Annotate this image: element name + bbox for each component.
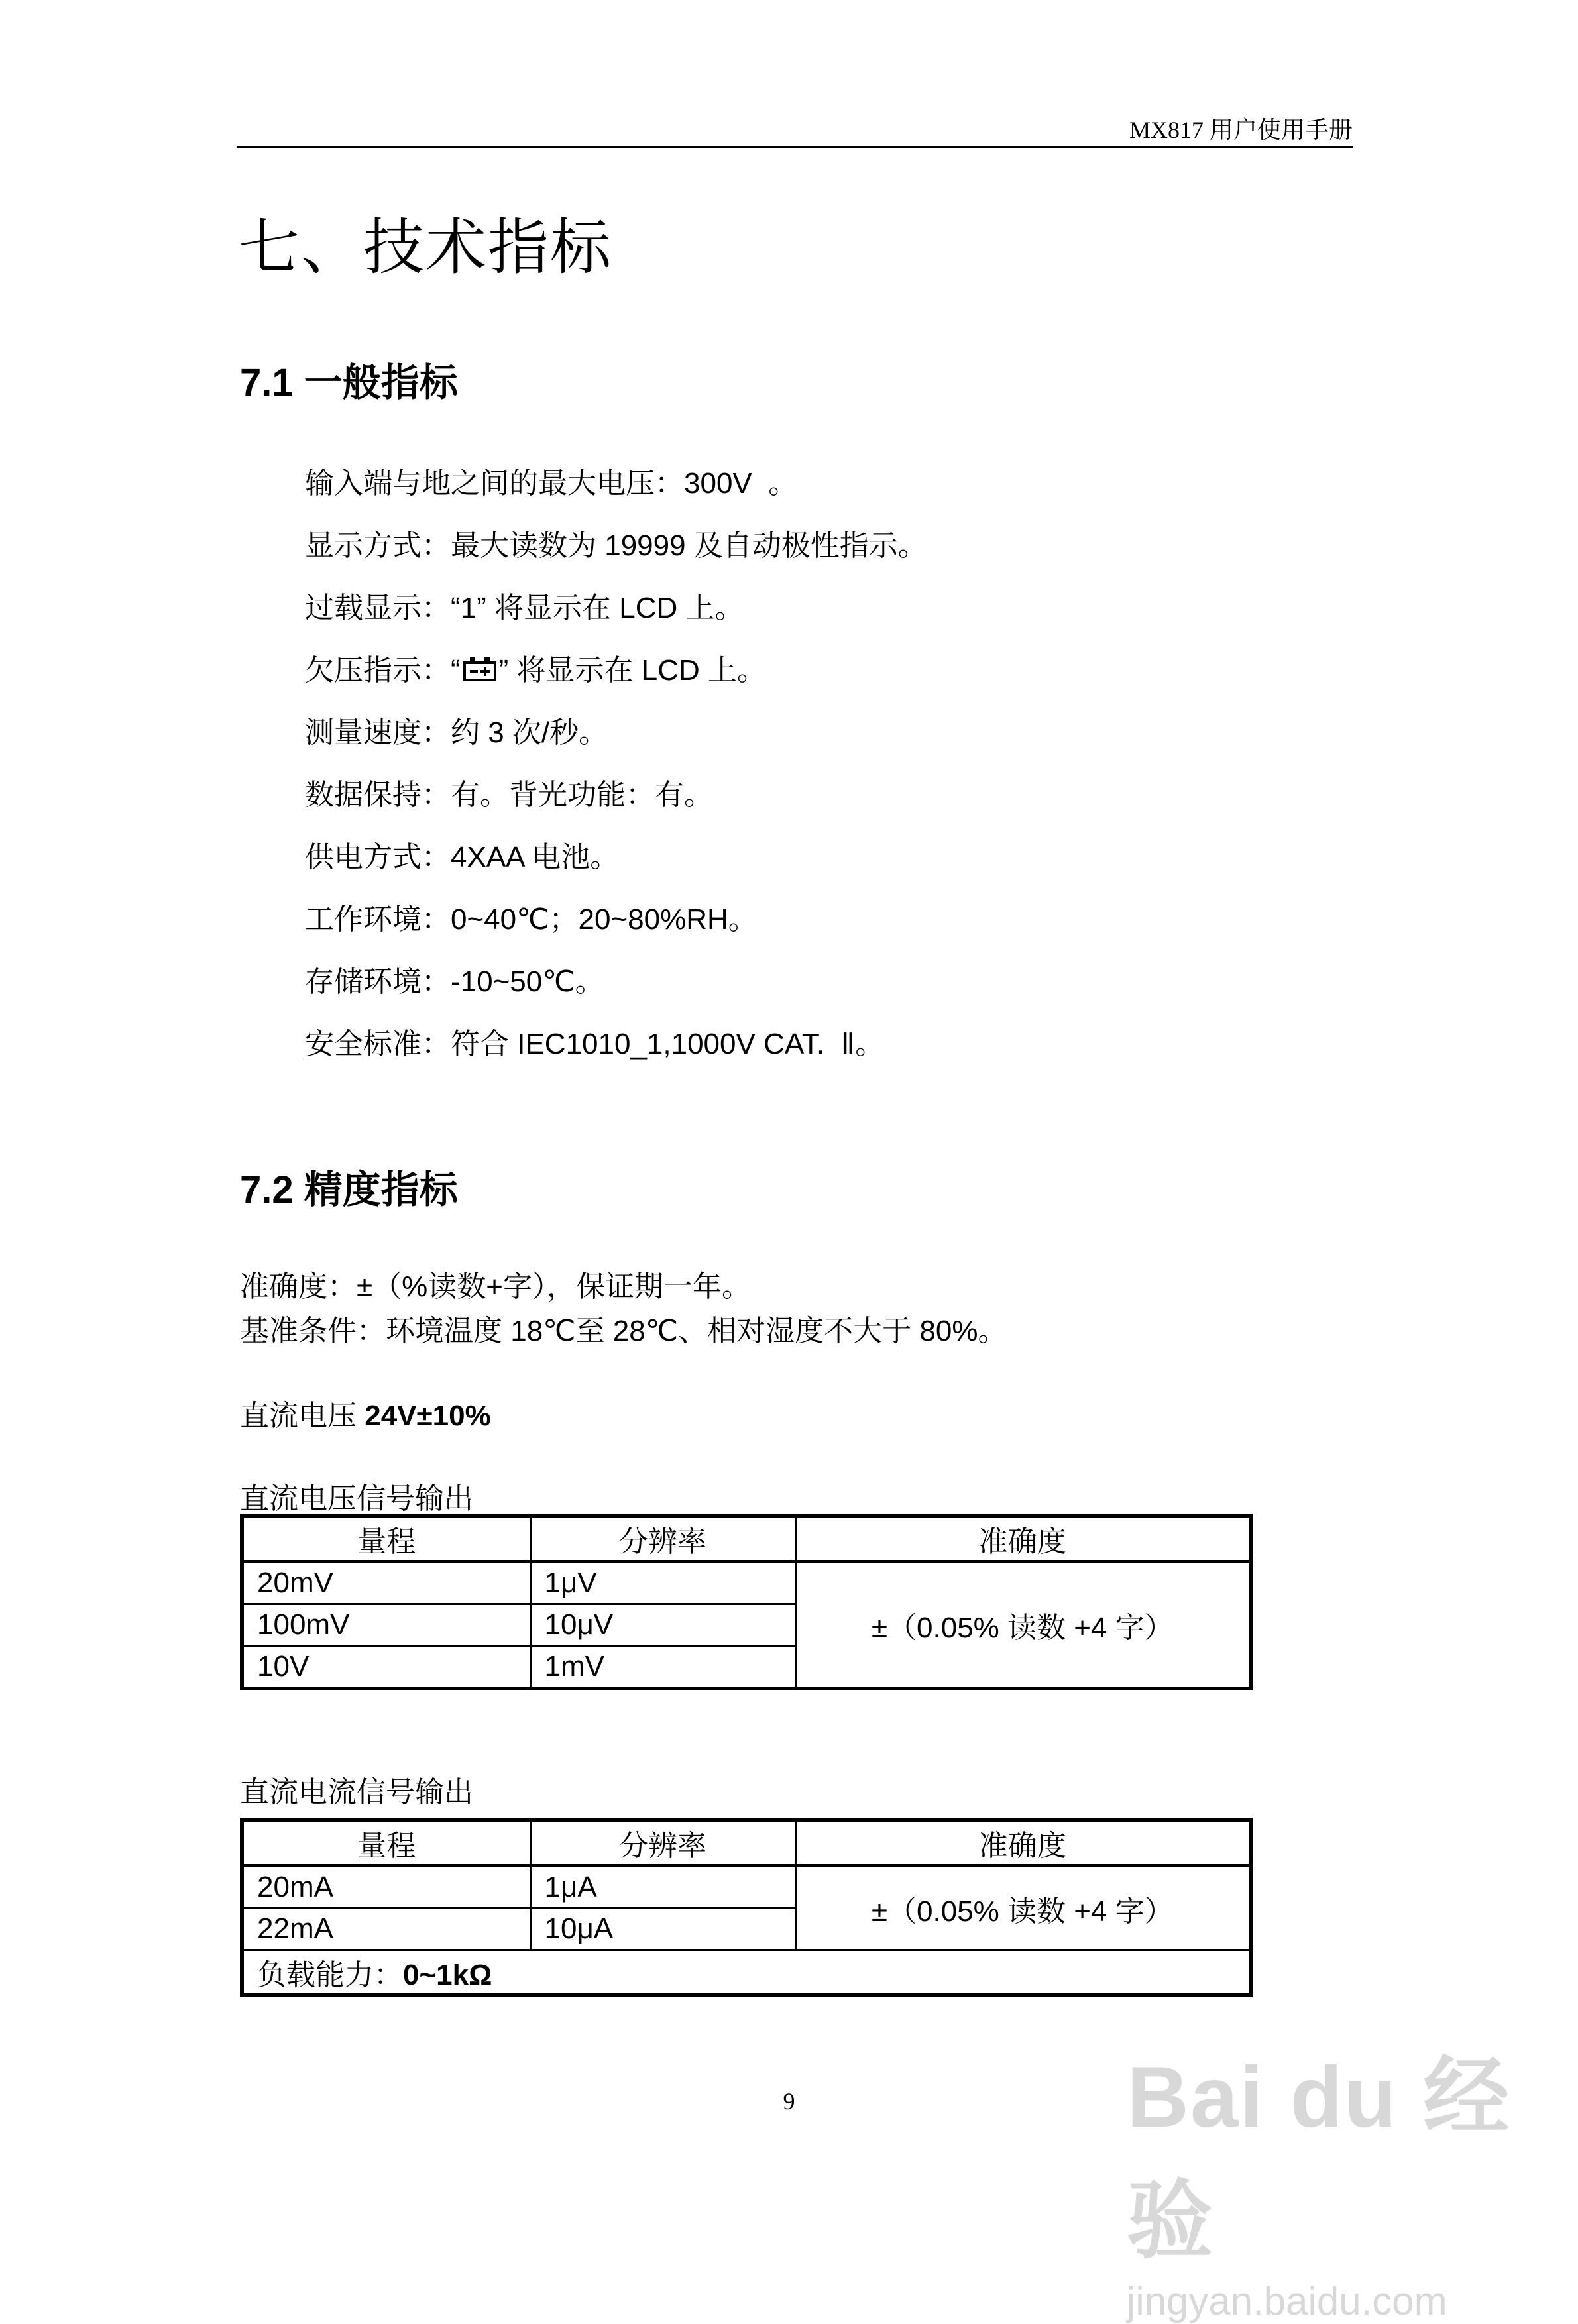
table-row (242, 1562, 1251, 1604)
power-line (240, 1392, 491, 1434)
page-number: 9 (783, 2088, 795, 2115)
table-row (242, 1950, 1251, 1996)
spec-value: 最大读数为 19999 及自动极性指示。 (451, 529, 927, 562)
column-header: 准确度 (795, 1516, 1251, 1562)
column-header: 分辨率 (530, 1820, 795, 1866)
spec-value: 约 3 次/秒。 (451, 716, 608, 749)
spec-item (305, 775, 927, 838)
spec-label: 过载显示： (305, 592, 451, 624)
spec-value: 4XAA 电池。 (451, 841, 620, 873)
table-row (242, 1866, 1251, 1909)
spec-value: “1” 将显示在 LCD 上。 (451, 592, 744, 624)
load-label: 负载能力： (257, 1959, 403, 1991)
table-header-row (242, 1820, 1251, 1866)
load-value: 0~1kΩ (403, 1959, 492, 1991)
running-header: MX817 用户使用手册 (1129, 117, 1353, 143)
spec-label: 输入端与地之间的最大电压： (305, 467, 684, 500)
spec-label: 背光功能： (509, 779, 655, 811)
spec-item (305, 962, 927, 1024)
spec-item (305, 526, 927, 588)
spec-label: 存储环境： (305, 966, 451, 998)
spec-item (305, 588, 927, 651)
header-rule (237, 146, 1353, 148)
range-cell: 20mA (242, 1866, 530, 1909)
table2-caption: 直流电流信号输出 (240, 1776, 473, 1808)
range-cell: 10V (242, 1646, 530, 1689)
general-spec-list (305, 464, 927, 1087)
power-label: 直流电压 (240, 1400, 365, 1432)
spec-item (305, 713, 927, 775)
spec-label: 工作环境： (305, 903, 451, 936)
spec-item (305, 464, 927, 526)
current-output-table (240, 1818, 1253, 1997)
spec-item (305, 900, 927, 962)
resolution-cell: 1mV (530, 1646, 795, 1689)
watermark-url: jingyan.baidu.com (1127, 2279, 1447, 2323)
battery-icon (463, 661, 496, 681)
accuracy-cell: ±（0.05% 读数 +4 字） (795, 1866, 1251, 1950)
range-cell: 20mV (242, 1562, 530, 1604)
spec-value: -10~50℃。 (451, 966, 604, 998)
spec-value: 有。 (655, 779, 713, 811)
spec-value: 符合 IEC1010_1,1000V CAT. Ⅱ。 (451, 1028, 885, 1060)
resolution-cell: 10μV (530, 1604, 795, 1646)
range-cell: 22mA (242, 1909, 530, 1950)
spec-label: 显示方式： (305, 529, 451, 562)
load-capacity-cell (242, 1950, 1251, 1996)
range-cell: 100mV (242, 1604, 530, 1646)
watermark (1127, 2028, 1578, 2324)
watermark-brand: Bai du 经验 (1127, 2048, 1511, 2269)
section-title-general: 7.1 一般指标 (240, 361, 458, 404)
column-header: 分辨率 (530, 1516, 795, 1562)
chapter-title: 七、技术指标 (239, 214, 613, 282)
column-header: 准确度 (795, 1820, 1251, 1866)
table1-caption: 直流电压信号输出 (240, 1482, 473, 1515)
resolution-cell: 1μV (530, 1562, 795, 1604)
table-header-row (242, 1516, 1251, 1562)
spec-item (305, 838, 927, 900)
spec-value: 有。 (451, 779, 509, 811)
spec-value: 0~40℃；20~80%RH。 (451, 903, 758, 936)
spec-label: 安全标准： (305, 1028, 451, 1060)
accuracy-cell: ±（0.05% 读数 +4 字） (795, 1562, 1251, 1689)
resolution-cell: 10μA (530, 1909, 795, 1950)
spec-label: 数据保持： (305, 779, 451, 811)
resolution-cell: 1μA (530, 1866, 795, 1909)
spec-label: 供电方式： (305, 841, 451, 873)
column-header: 量程 (242, 1516, 530, 1562)
power-value: 24V±10% (365, 1400, 491, 1432)
section-title-accuracy: 7.2 精度指标 (240, 1168, 458, 1211)
spec-label: 欠压指示：“ (305, 654, 461, 687)
column-header: 量程 (242, 1820, 530, 1866)
spec-label: 测量速度： (305, 716, 451, 749)
spec-item (305, 1024, 927, 1087)
voltage-output-table (240, 1514, 1253, 1690)
spec-value: 300V 。 (684, 467, 798, 500)
spec-item (305, 651, 927, 713)
spec-value: ” 将显示在 LCD 上。 (498, 654, 767, 687)
accuracy-line: 准确度：±（%读数+字），保证期一年。 (240, 1270, 751, 1303)
conditions-line: 基准条件：环境温度 18℃至 28℃、相对湿度不大于 80%。 (240, 1315, 1007, 1347)
